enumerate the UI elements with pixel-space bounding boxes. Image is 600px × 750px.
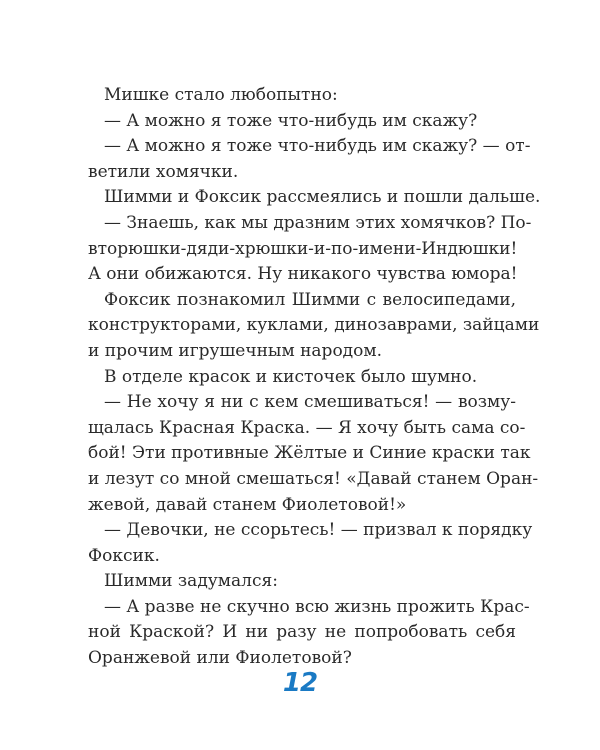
text-line: и прочим игрушечным народом. [88, 340, 383, 361]
text-line: ной Краской? И ни разу не попробовать себя [88, 622, 516, 643]
text-line: и лезут со мной смешаться! «Давай станем Оран- [88, 468, 539, 489]
text-line: конструкторами, куклами, динозаврами, зайцами [88, 315, 540, 336]
text-line: вторюшки-дяди-хрюшки-и-по-имени-Индюшки! [88, 238, 518, 259]
text-line: — А можно я тоже что-нибудь им скажу? [104, 110, 478, 131]
text-line: — А разве не скучно всю жизнь прожить Крас- [104, 596, 530, 617]
text-line: Оранжевой или Фиолетовой? [88, 648, 352, 669]
text-line: Шимми задумался: [104, 571, 278, 592]
text-line: — Девочки, не ссорьтесь! — призвал к порядку [104, 520, 533, 541]
text-line: ветили хомячки. [88, 161, 239, 182]
text-line: — Не хочу я ни с кем смешиваться! — возму- [104, 392, 516, 413]
text-line: А они обижаются. Ну никакого чувства юмора! [88, 264, 518, 285]
text-line: Фоксик познакомил Шимми с велосипедами, [104, 289, 516, 310]
text-line: Шимми и Фоксик рассмеялись и пошли дальше. [104, 187, 541, 208]
text-line: — Знаешь, как мы дразним этих хомячков? По- [104, 212, 532, 233]
text-line: щалась Красная Краска. — Я хочу быть сама со- [88, 417, 526, 438]
text-line: В отделе красок и кисточек было шумно. [104, 366, 478, 387]
text-line: Фоксик. [88, 545, 160, 566]
text-line: Мишке стало любопытно: [104, 85, 338, 105]
text-line: — А можно я тоже что-нибудь им скажу? — от- [104, 136, 531, 157]
page-number: 12 [282, 668, 318, 698]
text-line: жевой, давай станем Фиолетовой!» [88, 494, 407, 515]
text-line: бой! Эти противные Жёлтые и Синие краски так [88, 443, 531, 464]
body-text [88, 83, 541, 672]
